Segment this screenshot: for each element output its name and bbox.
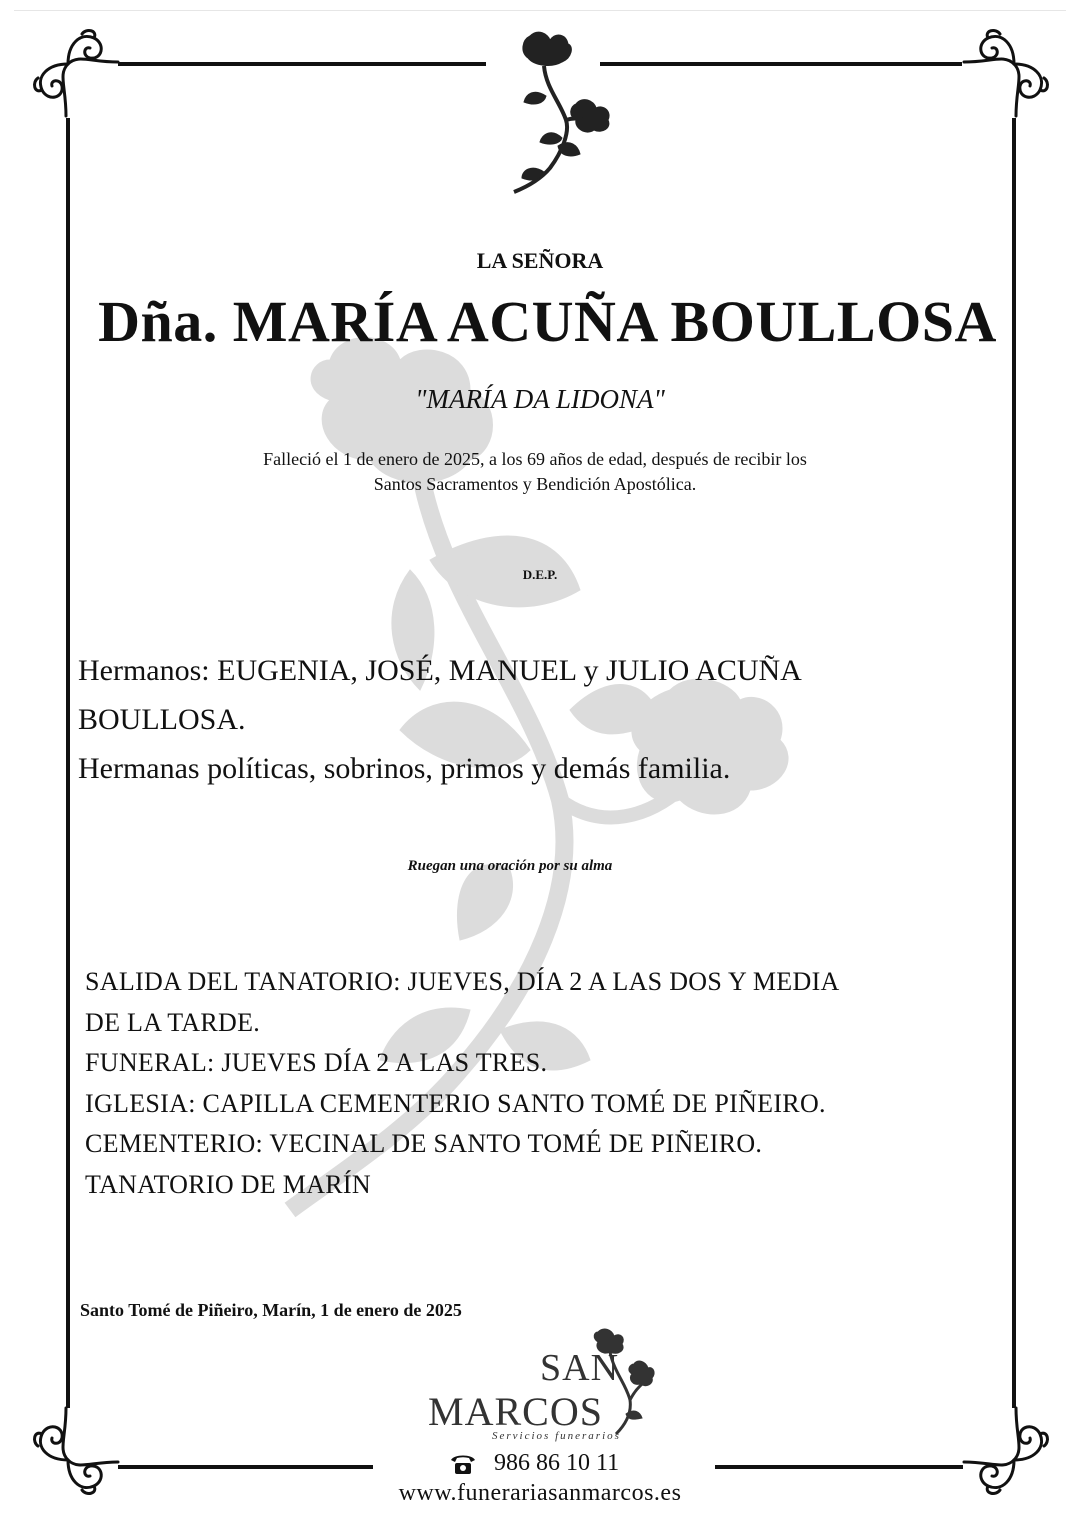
- deceased-name: Dña. MARÍA ACUÑA BOULLOSA: [98, 289, 997, 354]
- death-info-line: Falleció el 1 de enero de 2025, a los 69 años de edad, después de recibir los: [263, 449, 807, 469]
- frame-line-top-left: [118, 62, 486, 66]
- service-line: TANATORIO DE MARÍN: [85, 1169, 371, 1199]
- frame-line-left: [66, 118, 70, 1408]
- logo-text-marcos: MARCOS: [428, 1389, 603, 1434]
- service-line: DE LA TARDE.: [85, 1007, 261, 1037]
- family-line: Hermanas políticas, sobrinos, primos y demás familia.: [78, 752, 731, 785]
- nickname: "MARÍA DA LIDONA": [415, 384, 665, 414]
- flower-icon: [500, 28, 620, 196]
- frame-line-bottom-right: [715, 1465, 963, 1469]
- website-url[interactable]: www.funerariasanmarcos.es: [398, 1480, 682, 1506]
- death-info-line: Santos Sacramentos y Bendición Apostólica.: [373, 474, 697, 494]
- service-details: [85, 962, 965, 1205]
- service-line: CEMENTERIO: VECINAL DE SANTO TOMÉ DE PIÑEIRO.: [85, 1129, 763, 1158]
- salutation: LA SEÑORA: [476, 248, 604, 273]
- prayer-line: Ruegan una oración por su alma: [407, 858, 613, 874]
- dep-label: D.E.P.: [522, 567, 558, 582]
- frame-line-bottom-left: [118, 1465, 373, 1469]
- service-line: IGLESIA: CAPILLA CEMENTERIO SANTO TOMÉ DE PIÑEIRO.: [85, 1088, 826, 1118]
- logo-subtitle: Servicios funerarios: [492, 1430, 621, 1442]
- death-info: [160, 447, 910, 497]
- logo-text-san: SAN: [540, 1347, 620, 1389]
- service-line: FUNERAL: JUEVES DÍA 2 A LAS TRES.: [85, 1048, 548, 1077]
- corner-ornament-icon: [28, 24, 124, 120]
- service-line: SALIDA DEL TANATORIO: JUEVES, DÍA 2 A LAS DOS Y MEDIA: [85, 967, 840, 996]
- family-line: Hermanos: EUGENIA, JOSÉ, MANUEL y JULIO ACUÑA: [78, 654, 802, 687]
- family-list: [78, 646, 958, 793]
- frame-line-top-right: [600, 62, 962, 66]
- corner-ornament-icon: [958, 24, 1054, 120]
- family-line: BOULLOSA.: [78, 703, 246, 736]
- phone-number: 986 86 10 11: [494, 1450, 620, 1476]
- phone-row: [450, 1450, 619, 1477]
- place-date: Santo Tomé de Piñeiro, Marín, 1 de enero de 2025: [80, 1300, 462, 1320]
- telephone-icon: [450, 1453, 476, 1475]
